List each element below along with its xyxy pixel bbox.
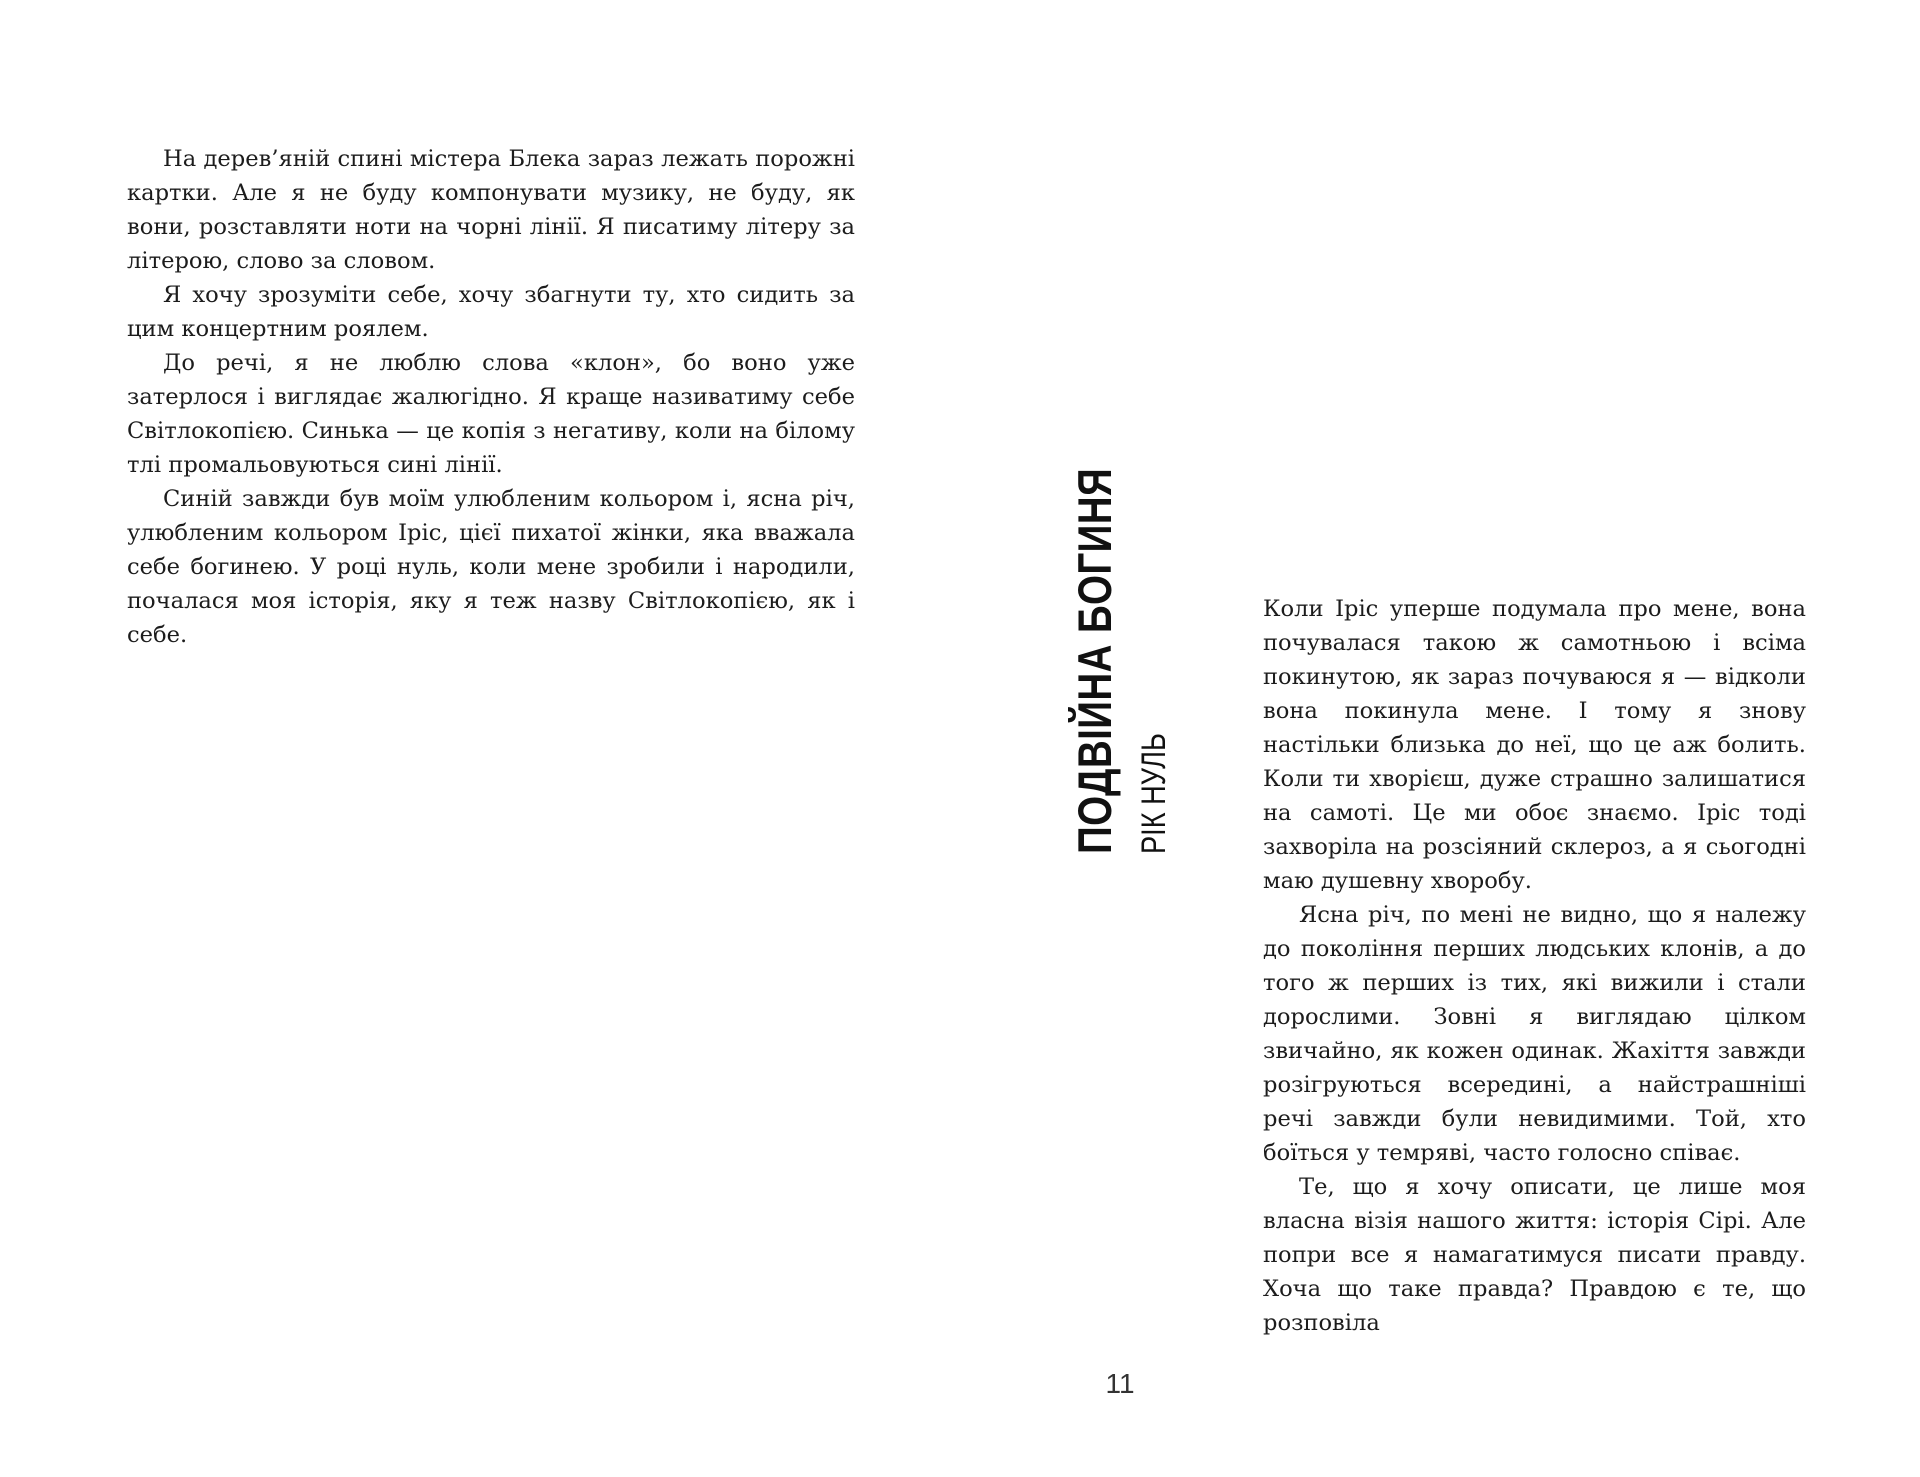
chapter-heading <box>1068 462 1180 854</box>
left-page-text <box>127 142 855 652</box>
chapter-title: ПОДВІЙНА БОГИНЯ <box>1068 467 1121 854</box>
paragraph: До речі, я не люблю слова «клон», бо воно уже затерлося і виглядає жалюгідно. Я краще називатиму себе Світлокопією. Синька — це копія з негативу, коли на білому тлі промальовуються сині лінії. <box>127 350 855 478</box>
paragraph: Те, що я хочу описати, це лише моя власна візія нашого життя: історія Сірі. Але попри все я намагатимуся писати правду. Хоча що таке правда? Правдою є те, що розповіла <box>1263 1174 1806 1336</box>
paragraph: Синій завжди був моїм улюбленим кольором і, ясна річ, улюбленим кольором Іріс, цієї пихатої жінки, яка вважала себе богинею. У році нуль, коли мене зробили і народили, почалася моя історія, яку я теж назву Світлокопією, як і себе. <box>127 486 855 648</box>
paragraph: Ясна річ, по мені не видно, що я належу до покоління перших людських клонів, а до того ж перших із тих, які вижили і стали дорослими. Зовні я виглядаю цілком звичайно, як кожен одинак. Жахіття завжди розігруються всередині, а найстрашніші речі завжди були невидимими. Той, хто боїться у темряві, часто голосно співає. <box>1263 902 1806 1166</box>
chapter-subtitle: РІК НУЛЬ <box>1135 733 1173 854</box>
paragraph: Коли Іріс уперше подумала про мене, вона почувалася такою ж самотньою і всіма покинутою, як зараз почуваюся я — відколи вона покинула мене. І тому я знову настільки близька до неї, що це аж болить. Коли ти хворієш, дуже страшно залишатися на самоті. Це ми обоє знаємо. Іріс тоді захворіла на розсіяний склероз, а я сьогодні маю душевну хворобу. <box>1263 596 1806 894</box>
page-number: 11 <box>1105 1368 1135 1399</box>
paragraph: Я хочу зрозуміти себе, хочу збагнути ту, хто сидить за цим концертним роялем. <box>127 282 855 342</box>
right-page-text <box>1263 592 1806 1340</box>
paragraph: На дерев’яній спині містера Блека зараз лежать порожні картки. Але я не буду компонувати музику, не буду, як вони, розставляти ноти на чорні лінії. Я писатиму літеру за літерою, слово за словом. <box>127 146 855 274</box>
